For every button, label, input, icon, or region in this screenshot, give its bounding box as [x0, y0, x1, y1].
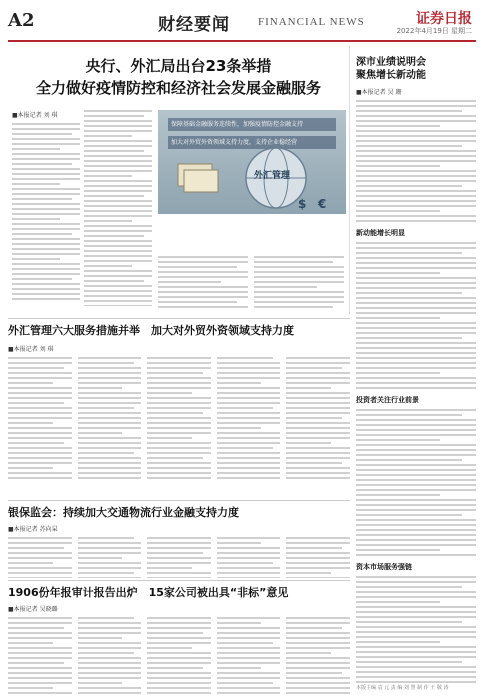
section-title-en: FINANCIAL NEWS — [258, 16, 365, 28]
lead-column-1 — [12, 110, 80, 306]
sidebar-headline-line1: 深市业绩说明会 — [356, 57, 426, 68]
illustration-caption-3: 加大对外贸外资领域支持力度，支持企业稳经营 — [168, 136, 336, 149]
currency-globe-icon — [158, 110, 346, 214]
story-2-byline: ■本报记者 苏向杲 — [8, 526, 58, 533]
lead-headline-line2: 全力做好疫情防控和经济社会发展金融服务 — [35, 79, 321, 97]
issue-date: 2022年4月19日 星期二 — [396, 27, 472, 35]
section-title: 财经要闻 — [158, 15, 230, 35]
paper-logo: 证券日报 — [416, 11, 472, 27]
sidebar-headline-line2: 聚焦增长新动能 — [356, 70, 426, 81]
sidebar-subhead-3: 资本市场服务强链 — [356, 563, 412, 571]
story-2-rule — [8, 500, 350, 501]
lead-illustration — [158, 110, 346, 214]
story-3-headline: 1906份年报审计报告出炉 15家公司被出具“非标”意见 — [8, 586, 289, 599]
story-1-byline: ■本报记者 刘 琪 — [8, 346, 54, 353]
story-2-headline: 银保监会：持续加大交通物流行业金融支持力度 — [8, 506, 239, 519]
masthead-rule — [8, 40, 476, 42]
lead-column-2 — [84, 110, 152, 306]
sidebar-subhead-2: 投资者关注行业前景 — [356, 396, 419, 404]
page-number: A2 — [8, 10, 35, 31]
lead-column-4 — [254, 256, 344, 312]
story-3-body — [8, 604, 350, 694]
svg-text:$: $ — [298, 197, 307, 211]
sidebar-byline: ■本报记者 吴 珊 — [356, 89, 402, 96]
svg-text:€: € — [318, 197, 327, 211]
story-1-rule — [8, 318, 350, 319]
illustration-caption-2: 外汇管理 — [254, 171, 291, 181]
masthead — [8, 6, 476, 40]
editor-credit: 本版主编 袁 元 责 编 刘 慧 制 作 王 敬 涛 — [356, 685, 449, 691]
story-1-headline: 外汇管理六大服务措施并举 加大对外贸外资领域支持力度 — [8, 324, 294, 337]
sidebar-story — [356, 46, 476, 686]
lead-headline-line1: 央行、外汇局出台23条举措 — [85, 57, 272, 75]
story-3-byline: ■本报记者 吴晓璐 — [8, 606, 58, 613]
lead-column-3 — [158, 256, 248, 312]
story-2-body — [8, 524, 350, 578]
story-1-body — [8, 344, 350, 494]
lead-byline: ■本报记者 刘 琪 — [12, 112, 58, 119]
illustration-caption-1: 保障基础金融服务连续性，加强疫情防控金融支持 — [168, 118, 336, 131]
sidebar-subhead-1: 新动能增长明显 — [356, 229, 405, 237]
story-3-rule — [8, 580, 350, 581]
